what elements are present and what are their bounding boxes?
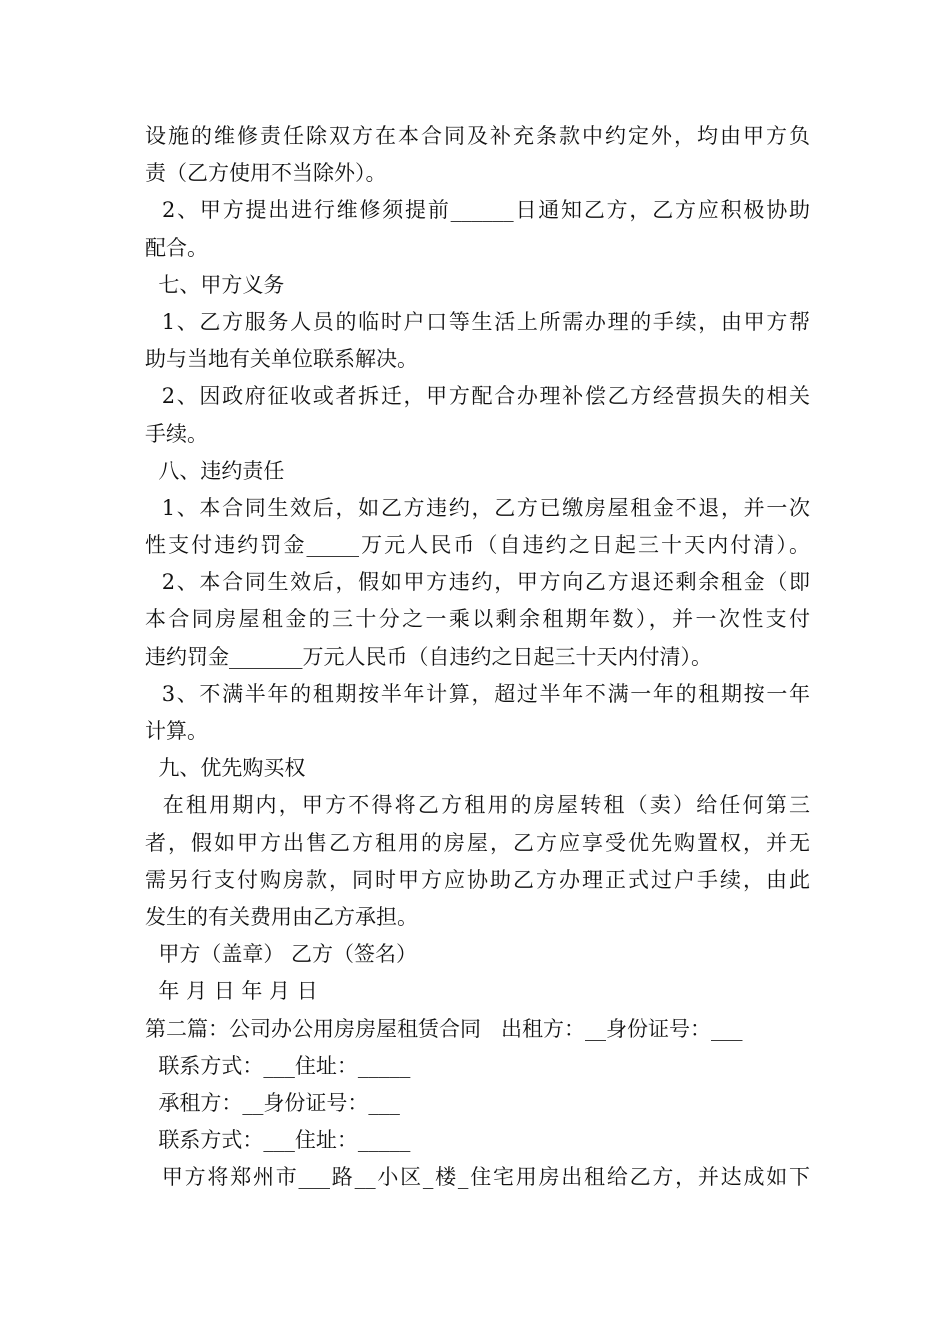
text-line: 发生的有关费用由乙方承担。 [145,904,418,929]
text-line: 2、因政府征收或者拆迁，甲方配合办理补偿乙方经营损失的相关 [145,384,810,409]
form-field-line: 联系方式：___住址：_____ [145,1053,411,1078]
text-line: 性支付违约罚金_____万元人民币（自违约之日起三十天内付清）。 [145,533,810,558]
text-line: 配合。 [145,235,208,260]
text-line: 1、本合同生效后，如乙方违约，乙方已缴房屋租金不退，并一次 [145,495,810,520]
text-line: 设施的维修责任除双方在本合同及补充条款中约定外，均由甲方负 [145,124,810,148]
text-line: 3、不满半年的租期按半年计算，超过半年不满一年的租期按一年 [145,681,810,706]
text-line: 违约罚金_______万元人民币（自违约之日起三十天内付清）。 [145,644,712,669]
section-heading: 八、违约责任 [145,458,285,483]
text-line: 1、乙方服务人员的临时户口等生活上所需办理的手续，由甲方帮 [145,309,810,334]
text-line: 责（乙方使用不当除外）。 [145,161,387,186]
signature-line: 甲方（盖章） 乙方（签名） [145,942,418,967]
text-line: 者，假如甲方出售乙方租用的房屋，乙方应享受优先购置权，并无 [145,830,810,855]
section-heading: 七、甲方义务 [145,272,285,297]
form-field-line: 承租方：__身份证号：___ [145,1090,400,1115]
text-line: 助与当地有关单位联系解决。 [145,347,418,372]
text-line: 甲方将郑州市___路__小区_楼_住宅用房出租给乙方，并达成如下 [145,1165,810,1190]
text-line: 手续。 [145,421,208,446]
date-line: 年 月 日 年 月 日 [145,979,318,1004]
text-line: 2、甲方提出进行维修须提前______日通知乙方，乙方应积极协助 [145,198,810,223]
text-line: 在租用期内，甲方不得将乙方租用的房屋转租（卖）给任何第三 [145,793,810,818]
document-body [145,118,810,1196]
text-line: 需另行支付购房款，同时甲方应协助乙方办理正式过户手续，由此 [145,867,810,892]
section-title: 第二篇：公司办公用房房屋租赁合同 出租方：__身份证号：___ [145,1016,743,1041]
text-line: 2、本合同生效后，假如甲方违约，甲方向乙方退还剩余租金（即 [145,570,810,595]
section-heading: 九、优先购买权 [145,756,306,781]
text-line: 本合同房屋租金的三十分之一乘以剩余租期年数），并一次性支付 [145,607,810,632]
form-field-line: 联系方式：___住址：_____ [145,1128,411,1153]
text-line: 计算。 [145,719,208,743]
